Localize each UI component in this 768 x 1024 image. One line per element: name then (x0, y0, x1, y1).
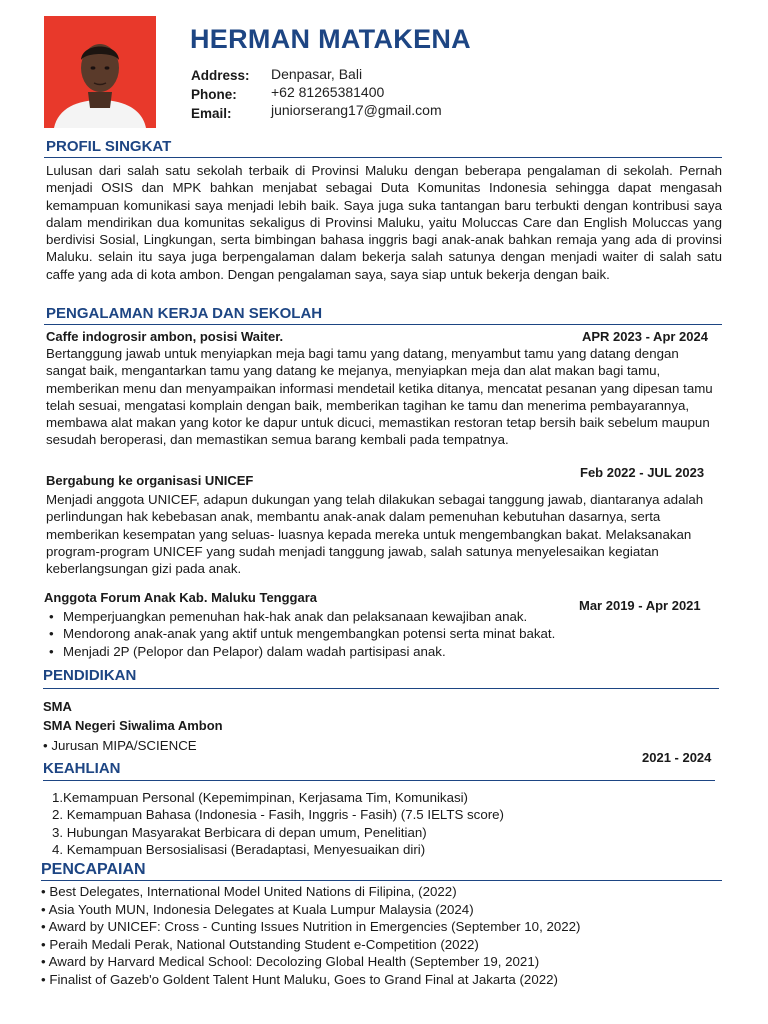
list-item (52, 824, 692, 841)
address-value: Denpasar, Bali (271, 66, 363, 82)
job-title: Anggota Forum Anak Kab. Maluku Tenggara (44, 590, 318, 605)
job-date: Feb 2022 - JUL 2023 (580, 465, 705, 480)
list-item: • Best Delegates, International Model United Nations di Filipina, (2022) (41, 884, 457, 899)
skill-text: Kemampuan Bersosialisasi (Beradaptasi, Menyesuaikan diri) (66, 841, 426, 857)
list-item: • Menjadi 2P (Pelopor dan Pelapor) dalam wadah partisipasi anak. (46, 643, 646, 660)
list-number: 4. (52, 841, 64, 857)
achievement-text: Award by Harvard Medical School: Decolozing Global Health (September 19, 2021) (48, 954, 540, 970)
achievements-list (41, 883, 731, 989)
profile-photo (44, 16, 156, 128)
profile-heading: PROFIL SINGKAT (46, 138, 172, 155)
list-item: • Mendorong anak-anak yang aktif untuk mengembangkan potensi serta minat bakat. (46, 625, 646, 642)
skill-text: Kemampuan Personal (Kepemimpinan, Kerjasama Tim, Komunikasi) (63, 790, 468, 805)
person-portrait-icon (44, 16, 156, 128)
section-divider (44, 157, 722, 158)
section-divider (43, 688, 719, 689)
achievement-text: Peraih Medali Perak, National Outstanding Student e-Competition (2022) (49, 936, 479, 952)
candidate-name: HERMAN MATAKENA (190, 24, 471, 54)
profile-text: Lulusan dari salah satu sekolah terbaik di Provinsi Maluku dengan beberapa pengalaman di sekolah. Pernah menjadi OSIS dan MPK bahkan menjabat sebagai Duta Komunitas Indonesia sehingga dapat mengasah kemampuan komunikasi saya menjadi lebih baik. Saya juga suka tantangan baru terbukti dengan kontribusi saya dalam mendirikan dua komunitas sekaligus di Provinsi Maluku, yaitu Moluccas Care dan English Moluccas yang berdivisi Sosial, Lingkungan, serta bimbingan bahasa inggris bagi anak-anak bahkan remaja yang ada di provinsi Maluku. selain itu saya juga berpengalaman dalam bekerja salah satunya dengan menjadi waiter di salah satu caffe yang ada di kota ambon. Dengan pengalaman saya, saya siap untuk bekerja dengan baik. (46, 163, 722, 282)
list-item: • Asia Youth MUN, Indonesia Delegates at Kuala Lumpur Malaysia (2024) (41, 901, 474, 917)
section-divider (41, 880, 722, 881)
education-date: 2021 - 2024 (642, 750, 712, 765)
job-description: Bertanggung jawab untuk menyiapkan meja bagi tamu yang datang, menyambut tamu yang datang dengan sangat baik, mengantarkan tamu yang datang ke mejanya, menyiapkan meja dan alat makan bagi tamu, memberikan menu dan menyampaikan informasi mendetail ketika ditanya, mencatat pesanan yang dipesan tamu telah sesuai, mengatasi komplain dengan baik, memberikan tagihan ke tamu dan menerima pembayarannya, membawa alat makan yang kotor ke dapur untuk dicuci, memastikan restoran tetap bersih baik sebelum maupun sesudah beroperasi, dan memastikan semua barang kembali pada tempatnya. (46, 346, 713, 448)
list-item (52, 806, 692, 823)
list-number: 1. (52, 790, 64, 805)
skill-text: Kemampuan Bahasa (Indonesia - Fasih, Inggris - Fasih) (7.5 IELTS score) (66, 807, 504, 823)
school-name: SMA Negeri Siwalima Ambon (43, 718, 223, 733)
list-item: • Award by Harvard Medical School: Decolozing Global Health (September 19, 2021) (41, 954, 540, 970)
list-number: 3. (52, 824, 64, 840)
job-date: APR 2023 - Apr 2024 (582, 329, 708, 344)
achievement-text: Best Delegates, International Model United Nations di Filipina, (2022) (49, 884, 457, 899)
achievement-text: Award by UNICEF: Cross - Cunting Issues Nutrition in Emergencies (September 10, 2022) (48, 919, 581, 935)
education-major: • Jurusan MIPA/SCIENCE (43, 738, 197, 753)
experience-heading: PENGALAMAN KERJA DAN SEKOLAH (46, 305, 323, 322)
job-description: Menjadi anggota UNICEF, adapun dukungan yang telah dilakukan sebagai tanggung jawab, diantaranya adalah perlindungan hak kebebasan anak, membantu anak-anak dalam pemenuhan kebutuhan dasarnya, serta memberikan kesempatan yang seluas- luasnya kepada mereka untuk mengembangkan bakat. Melaksanakan program-program UNICEF yang sudah menjadi tanggung jawab, salah satunya menyelesaikan kegiatan keberlangsungan gizi pada anak. (46, 492, 704, 577)
section-divider (43, 780, 715, 781)
address-label: Address: (191, 68, 250, 83)
skills-list (52, 789, 692, 858)
job-title: Caffe indogrosir ambon, posisi Waiter. (46, 329, 284, 344)
email-label: Email: (191, 106, 232, 121)
phone-value: +62 81265381400 (271, 84, 385, 100)
list-item: • Finalist of Gazeb'o Goldent Talent Hunt Maluku, Goes to Grand Final at Jakarta (2022) (41, 971, 558, 987)
achievement-text: Asia Youth MUN, Indonesia Delegates at Kuala Lumpur Malaysia (2024) (48, 901, 474, 917)
list-item: • Peraih Medali Perak, National Outstanding Student e-Competition (2022) (41, 936, 479, 952)
list-item: • Award by UNICEF: Cross - Cunting Issues Nutrition in Emergencies (September 10, 2022) (41, 919, 581, 935)
job-date: Mar 2019 - Apr 2021 (579, 598, 701, 613)
job-bullet-list (46, 608, 646, 660)
email-value: juniorserang17@gmail.com (271, 102, 442, 118)
achievement-text: Finalist of Gazeb'o Goldent Talent Hunt Maluku, Goes to Grand Final at Jakarta (2022) (49, 971, 558, 987)
list-number: 2. (52, 807, 64, 823)
skills-heading: KEAHLIAN (43, 760, 121, 777)
job-title: Bergabung ke organisasi UNICEF (46, 473, 254, 488)
achievements-heading: PENCAPAIAN (41, 861, 146, 878)
list-item (52, 841, 692, 858)
education-level: SMA (43, 699, 72, 714)
skill-text: Hubungan Masyarakat Berbicara di depan umum, Penelitian) (66, 824, 427, 840)
list-item: • Memperjuangkan pemenuhan hak-hak anak dan pelaksanaan kewajiban anak. (46, 608, 646, 625)
section-divider (44, 324, 722, 325)
list-item (52, 789, 692, 806)
education-heading: PENDIDIKAN (43, 667, 137, 684)
phone-label: Phone: (191, 87, 237, 102)
